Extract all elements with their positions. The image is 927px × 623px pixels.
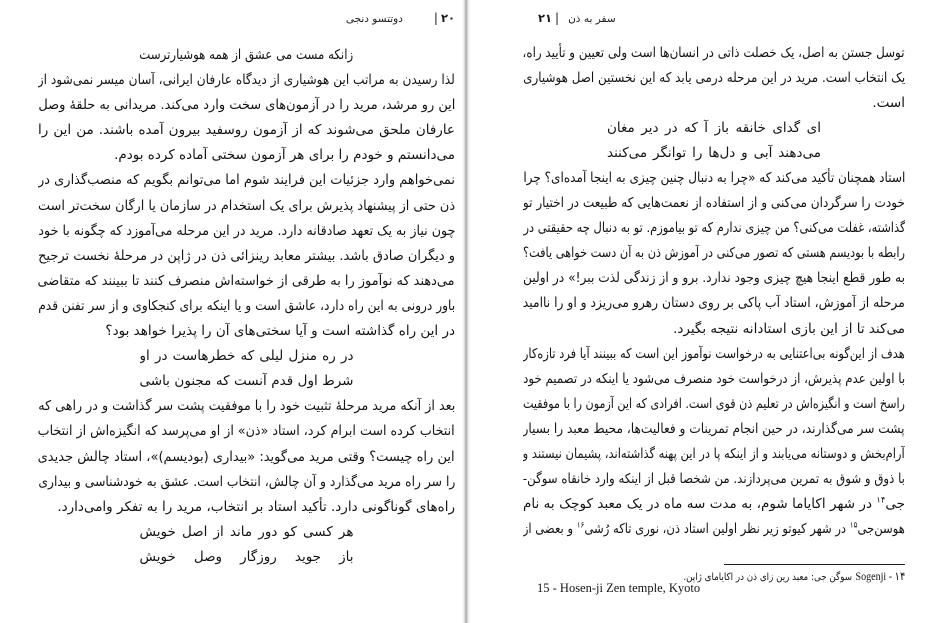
text-line <box>38 219 455 244</box>
footnote-ref: ۱۴ <box>876 494 886 505</box>
line-text: آرام‌بخش و دوستانه می‌یابند و از اینکه پا در این پهنه گذاشته‌اند، پشیمان نیستند و <box>523 446 905 462</box>
text-line <box>523 317 905 342</box>
text-line <box>523 91 905 116</box>
line-text <box>523 492 905 517</box>
verse-line <box>140 545 354 570</box>
text-line <box>523 492 905 517</box>
line-text: پشت سر می‌گذارند، در حین انجام تمرینات و فعالیت‌ها، محیط معبد را بسیار <box>523 420 905 437</box>
line-text: می‌دهند آبی و دل‌ها را توانگر می‌کنند <box>607 144 821 161</box>
text-line <box>523 166 905 191</box>
verse <box>523 116 905 166</box>
text-line <box>38 495 455 520</box>
line-text: انتخاب کرده است ابرام کرد، استاد «ذن» از او می‌پرسد که انگیزه‌اش از انتخاب <box>38 423 455 440</box>
verse-line <box>140 43 354 68</box>
verse-line <box>140 369 354 394</box>
running-title: دوتتسو دنجی <box>345 13 403 25</box>
line-text: هر کسی کو دور ماند از اصل خویش <box>139 523 354 540</box>
paragraph <box>38 168 455 344</box>
line-text: مرحله از آموزش، استاد آب پاکی بر روی دستان رهرو می‌ریزد و او را ناامید <box>523 295 905 312</box>
paragraph <box>523 166 905 342</box>
page-header <box>346 10 455 27</box>
line-text: استاد همچنان تأکید می‌کند که «چرا به دنبال چنین چیزی به اینجا آمده‌ای؟ چرا <box>523 169 905 186</box>
text-line <box>523 392 905 417</box>
verse <box>38 344 455 394</box>
footnote-ref: ۱۵ <box>849 519 858 530</box>
line-text: نمی‌خواهم وارد جزئیات این فرایند شوم اما می‌توانم بگویم که منصب‌گذاری در <box>38 172 455 189</box>
text-line <box>38 319 455 344</box>
line-text: بعد از آنکه مرید مرحلهٔ تثبیت خود را با موفقیت پشت سر گذاشت و در راهی که <box>38 398 455 415</box>
verse-line <box>140 520 354 545</box>
paragraph <box>38 68 455 168</box>
line-text: در این راه گذاشته است و آیا سختی‌های آن را پذیرا خواهد بود؟ <box>105 323 455 340</box>
text-line <box>523 342 905 367</box>
text-run: در شهر کیوتو زیر نظر اولین استاد ذن، نوری تاکه رُشی <box>584 521 850 538</box>
line-text: لذا رسیدن به مراتب این هوشیاری از دیدگاه عارفان ایرانی، آسان میسر نمی‌شود از <box>38 72 455 89</box>
verse <box>38 520 455 570</box>
text-line <box>38 244 455 269</box>
line-text: ذن حتی از پیشنهاد پذیرش برای یک استخدام در سازمان یا ارگان سخت‌تر است <box>38 197 455 214</box>
text-line <box>523 291 905 316</box>
text-line <box>523 517 905 542</box>
verse-line <box>607 141 821 166</box>
text-line <box>523 467 905 492</box>
text-line <box>523 41 905 66</box>
right-page <box>470 0 927 623</box>
text-line <box>38 294 455 319</box>
footnote-label: 15 - Hosen-ji Zen temple, Kyoto <box>537 581 701 595</box>
line-text: است. <box>872 94 905 111</box>
text-line <box>38 445 455 470</box>
footnote-label: ۱۴ - Sogenji <box>855 571 905 583</box>
line-text: و دیگران صادق باشد. بیشتر معابد رینزائی ذن در ژاپن در مرحلهٔ نخست ترجیح <box>38 247 455 264</box>
left-page-body <box>38 43 455 570</box>
line-text: می‌دانستم و خودم را برای هر آزمون سختی آماده کرده بودم. <box>114 147 455 164</box>
line-text: شرط اول قدم آنست که مجنون باشی <box>139 373 354 390</box>
text-run: هوسن‌جی <box>857 521 905 538</box>
paragraph <box>38 394 455 519</box>
line-text: توسل جستن به اصل، یک خصلت ذاتی در انسان‌ها است ولی تعیین و تأیید راه، <box>523 44 905 61</box>
paragraph <box>523 342 905 543</box>
line-text: رابطه با بودیسم هستی که تصور می‌کنی در آموزش ذن به آن دست خواهی یافت؟ <box>523 245 905 262</box>
footnote-content <box>683 570 905 585</box>
line-text <box>523 517 905 542</box>
line-text: در ره منزل لیلی که خطرهاست در او <box>139 348 354 365</box>
header-separator: | <box>433 11 438 25</box>
text-line <box>38 168 455 193</box>
line-text: راسخ است و انگیزه‌اش در تعلیم ذن قوی است. افرادی که این آزمون را با موفقیت <box>523 395 905 412</box>
header-separator: | <box>555 11 560 25</box>
footnote <box>537 581 700 596</box>
text-run: در شهر اکایاما شوم، به مدت سه ماه در یک معبد کوچک به نام <box>523 496 877 513</box>
footnote-text: سوگن جی: معبد رین زای ذن در اکایامای ژاپن. <box>683 572 852 583</box>
paragraph <box>523 41 905 116</box>
text-line <box>523 266 905 291</box>
verse-line <box>607 116 821 141</box>
text-line <box>38 118 455 143</box>
text-line <box>38 68 455 93</box>
line-text: چون نیاز به یک تعهد صادقانه دارد. مرید در این مرحله می‌آموزد که چگونه با خود <box>38 222 455 239</box>
line-text: راه‌های گوناگونی دارد. تأکید استاد بر انتخاب، مرید را به تفکر وامی‌دارد. <box>57 498 455 515</box>
page-header <box>538 10 616 27</box>
line-text: هدف از این‌گونه بی‌اعتنایی به درخواست نوآموز این است که ببینند آیا فرد تازه‌کار <box>523 345 905 362</box>
footnote <box>683 570 905 585</box>
text-line <box>38 194 455 219</box>
line-text: این راه چیست؟ وقتی مرید می‌گوید: «بیداری (بودیسم)»، استاد چالش جدیدی <box>38 448 455 465</box>
text-line <box>38 269 455 294</box>
line-text: عارفان ملحق می‌شوند که از آزمون روسفید بیرون آمده باشند. من این را <box>38 122 455 139</box>
text-line <box>38 394 455 419</box>
text-line <box>38 470 455 495</box>
line-text: ای گدای خانقه باز آ که در دیر مغان <box>607 119 821 136</box>
line-text: را سر راه مرید می‌گذارد و آن چالش، انتخاب است. عشق به خودشناسی و بیداری <box>38 473 455 490</box>
verse <box>38 43 455 68</box>
right-page-body <box>523 41 905 543</box>
line-text: به طور قطع اینجا هیچ چیزی وجود ندارد. برو و از زندگی لذت ببر!» در اولین <box>523 270 905 287</box>
footnote-ref: ۱۶ <box>576 519 585 530</box>
text-line <box>38 419 455 444</box>
page-number: ۲۰ <box>440 11 455 25</box>
verse-line <box>140 344 354 369</box>
line-text: این رو مرشد، مرید را در آزمون‌های سخت وارد می‌کند. مریدانی به حلقهٔ وصل <box>38 97 455 114</box>
running-title: سفر به ذن <box>568 13 616 25</box>
line-text: با ذوق و شوق به تمرین می‌پردازند. من شخصا قبل از اینکه وارد خانقاه سوگن- <box>523 471 905 488</box>
text-run: و بعضی از <box>523 521 577 538</box>
page-gutter <box>462 0 470 623</box>
text-line <box>523 191 905 216</box>
line-text: باز جوید روزگار وصل خویش <box>139 548 354 565</box>
line-text: خودت را سرگردان می‌کنی و از استفاده از نعمت‌هایی که طبیعت در اختیار تو <box>523 195 905 212</box>
text-line <box>523 216 905 241</box>
line-text: می‌کند تا از این بازی استادانه نتیجه بگیرد. <box>673 320 905 337</box>
line-text: باور درونی به این راه دارد، عاشق است و یا اینکه برای کنجکاوی و از سر تفنن قدم <box>38 297 455 314</box>
text-line <box>523 417 905 442</box>
text-line <box>38 93 455 118</box>
text-line <box>523 367 905 392</box>
line-text: می‌دهند که نوآموز را به طرقی از خواسته‌اش منصرف کنند تا ببینند که متقاضی <box>38 272 455 289</box>
line-text: گذاشته، غفلت می‌کنی؟ من چیزی ندارم که تو بیاموزم. تو به دنبال چه حقیقتی در <box>523 220 905 237</box>
text-line <box>523 442 905 467</box>
left-page <box>0 0 462 623</box>
line-text: با اولین عدم پذیرش، از درخواست خود منصرف می‌شود یا اینکه در تصمیم خود <box>523 370 905 387</box>
line-text: یک انتخاب است. مرید در این مرحله درمی یابد که این نخستین اصل هوشیاری <box>523 69 905 86</box>
line-text: زانکه مست می عشق از همه هوشیارترست <box>139 47 354 63</box>
text-run: جی <box>885 496 905 513</box>
footnote-rule <box>724 564 905 565</box>
text-line <box>523 241 905 266</box>
page-number: ۲۱ <box>538 11 553 25</box>
text-line <box>38 143 455 168</box>
text-line <box>523 66 905 91</box>
